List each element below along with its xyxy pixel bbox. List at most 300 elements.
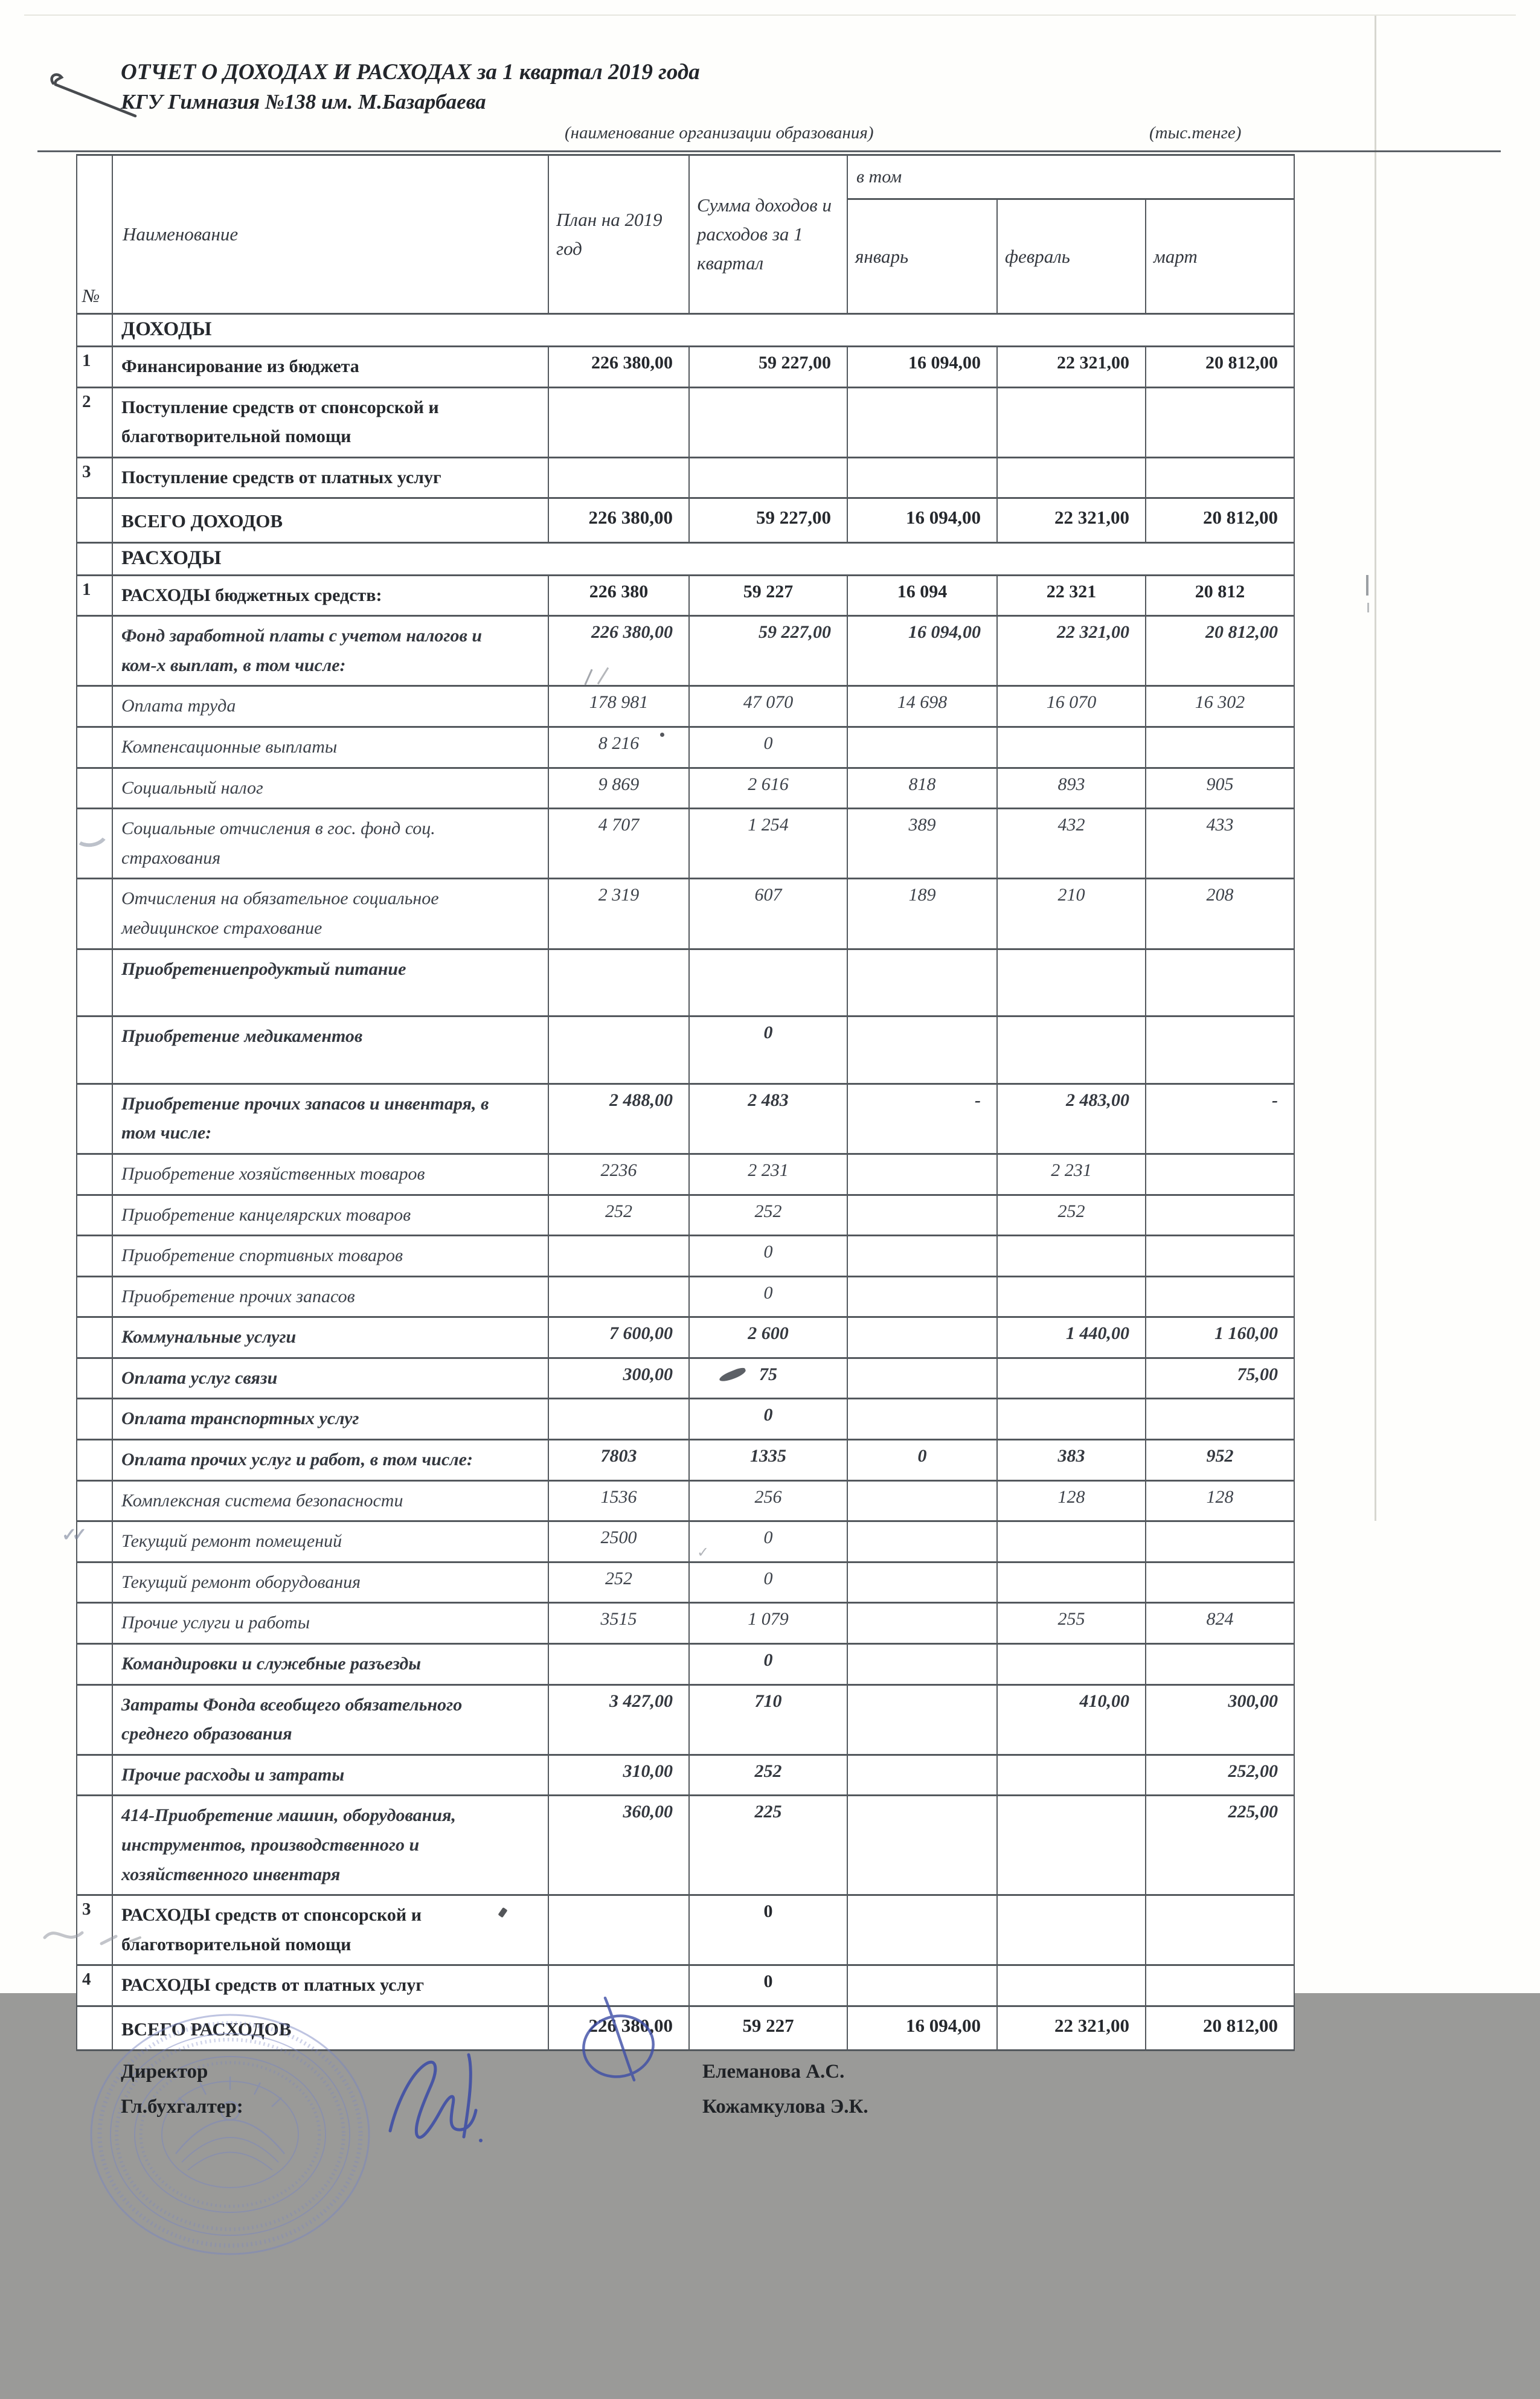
- value-cell: 225,00: [1146, 1796, 1294, 1895]
- director-label: Директор: [121, 2061, 208, 2083]
- value-cell: 226 380: [548, 575, 689, 616]
- value-cell: 20 812: [1146, 575, 1294, 616]
- row-number-cell: [77, 1084, 112, 1154]
- value-cell: 20 812,00: [1146, 616, 1294, 686]
- value-cell: 47 070: [689, 686, 847, 727]
- units-caption: (тыс.тенге): [1149, 123, 1242, 143]
- header-row-1: [77, 155, 1294, 199]
- row-name-cell: Оплата труда: [112, 686, 548, 727]
- row-number-cell: [77, 1195, 112, 1236]
- value-cell: 433: [1146, 809, 1294, 879]
- section-title-cell: РАСХОДЫ: [112, 542, 1294, 575]
- row-name-cell: Оплата транспортных услуг: [112, 1399, 548, 1440]
- value-cell: 2 488,00: [548, 1084, 689, 1154]
- value-cell: 8 216: [548, 727, 689, 768]
- value-cell: 16 094,00: [847, 2006, 997, 2050]
- row-number-cell: 3: [77, 457, 112, 498]
- section-row: [77, 542, 1294, 575]
- value-cell: [689, 457, 847, 498]
- value-cell: 16 094,00: [847, 347, 997, 388]
- row-number-cell: [77, 1755, 112, 1796]
- value-cell: [1146, 1154, 1294, 1195]
- table-row: [77, 1440, 1294, 1481]
- value-cell: [847, 1521, 997, 1562]
- table-row: [77, 1521, 1294, 1562]
- header-in-tom: в том: [847, 155, 1294, 199]
- value-cell: 2 483: [689, 1084, 847, 1154]
- value-cell: 75,00: [1146, 1358, 1294, 1399]
- table-row: [77, 1965, 1294, 2006]
- value-cell: 255: [997, 1603, 1146, 1644]
- row-number-cell: 3: [77, 1895, 112, 1965]
- table-row: [77, 616, 1294, 686]
- value-cell: [1146, 1521, 1294, 1562]
- value-cell: 607: [689, 879, 847, 949]
- value-cell: [847, 1684, 997, 1755]
- value-cell: [689, 949, 847, 1016]
- value-cell: 4 707: [548, 809, 689, 879]
- header-month-february: февраль: [997, 199, 1146, 314]
- value-cell: [1146, 1895, 1294, 1965]
- footer-block: [76, 2061, 1344, 2399]
- value-cell: [997, 457, 1146, 498]
- value-cell: [847, 1016, 997, 1084]
- table-row: [77, 347, 1294, 388]
- value-cell: 20 812,00: [1146, 498, 1294, 542]
- value-cell: [847, 387, 997, 457]
- value-cell: [997, 727, 1146, 768]
- row-name-cell: Отчисления на обязательное социальное медицинское страхование: [112, 879, 548, 949]
- value-cell: 1 254: [689, 809, 847, 879]
- value-cell: 16 070: [997, 686, 1146, 727]
- row-name-cell: Оплата услуг связи: [112, 1358, 548, 1399]
- value-cell: 0: [689, 1965, 847, 2006]
- value-cell: 189: [847, 879, 997, 949]
- row-name-cell: Приобретение хозяйственных товаров: [112, 1154, 548, 1195]
- row-name-cell: Социальные отчисления в гос. фонд соц. страхования: [112, 809, 548, 879]
- table-row: [77, 1895, 1294, 1965]
- value-cell: 824: [1146, 1603, 1294, 1644]
- value-cell: [997, 1965, 1146, 2006]
- value-cell: [847, 1399, 997, 1440]
- value-cell: [847, 1796, 997, 1895]
- value-cell: [847, 1965, 997, 2006]
- value-cell: [548, 1965, 689, 2006]
- value-cell: 20 812,00: [1146, 347, 1294, 388]
- value-cell: [1146, 1276, 1294, 1317]
- table-row: [77, 768, 1294, 809]
- value-cell: [548, 387, 689, 457]
- value-cell: [847, 1480, 997, 1521]
- table-row: [77, 1016, 1294, 1084]
- value-cell: [1146, 1562, 1294, 1603]
- table-row: [77, 1644, 1294, 1685]
- value-cell: 1335: [689, 1440, 847, 1481]
- value-cell: 0: [689, 1562, 847, 1603]
- value-cell: 16 302: [1146, 686, 1294, 727]
- value-cell: 178 981: [548, 686, 689, 727]
- value-cell: [997, 1236, 1146, 1277]
- value-cell: [847, 1644, 997, 1685]
- row-number-cell: [77, 1684, 112, 1755]
- row-number-cell: [77, 1796, 112, 1895]
- value-cell: 252,00: [1146, 1755, 1294, 1796]
- value-cell: 893: [997, 768, 1146, 809]
- value-cell: 252: [997, 1195, 1146, 1236]
- row-number-cell: [77, 949, 112, 1016]
- value-cell: 22 321,00: [997, 616, 1146, 686]
- row-number-cell: [77, 616, 112, 686]
- value-cell: 300,00: [1146, 1684, 1294, 1755]
- value-cell: 0: [689, 1276, 847, 1317]
- value-cell: [847, 1276, 997, 1317]
- value-cell: [997, 1562, 1146, 1603]
- table-row: [77, 1317, 1294, 1358]
- value-cell: [997, 949, 1146, 1016]
- row-name-cell: Приобретениепродуктый питание: [112, 949, 548, 1016]
- row-name-cell: Оплата прочих услуг и работ, в том числе:: [112, 1440, 548, 1481]
- value-cell: [1146, 727, 1294, 768]
- row-name-cell: Поступление средств от спонсорской и благотворительной помощи: [112, 387, 548, 457]
- header-quarter-sum: Сумма доходов и расходов за 1 квартал: [689, 155, 847, 314]
- row-name-cell: Приобретение прочих запасов: [112, 1276, 548, 1317]
- value-cell: -: [847, 1084, 997, 1154]
- row-name-cell: Прочие расходы и затраты: [112, 1755, 548, 1796]
- row-number-cell: [77, 1317, 112, 1358]
- value-cell: [1146, 1195, 1294, 1236]
- row-number-cell: [77, 686, 112, 727]
- header-num: №: [77, 155, 112, 314]
- value-cell: 0: [689, 1236, 847, 1277]
- row-number-cell: [77, 1440, 112, 1481]
- row-name-cell: Текущий ремонт оборудования: [112, 1562, 548, 1603]
- value-cell: 7 600,00: [548, 1317, 689, 1358]
- value-cell: [847, 457, 997, 498]
- table-row: [77, 949, 1294, 1016]
- value-cell: 208: [1146, 879, 1294, 949]
- value-cell: [548, 457, 689, 498]
- value-cell: 3515: [548, 1603, 689, 1644]
- table-row: [77, 1276, 1294, 1317]
- value-cell: [548, 1276, 689, 1317]
- value-cell: 0: [689, 1399, 847, 1440]
- value-cell: [847, 1195, 997, 1236]
- header-month-january: январь: [847, 199, 997, 314]
- row-number-cell: 1: [77, 347, 112, 388]
- value-cell: [1146, 1965, 1294, 2006]
- row-number-cell: [77, 314, 112, 347]
- value-cell: [847, 727, 997, 768]
- value-cell: [847, 949, 997, 1016]
- value-cell: 9 869: [548, 768, 689, 809]
- table-row: [77, 1154, 1294, 1195]
- value-cell: 0: [689, 1895, 847, 1965]
- scan-page-edge-line: [1375, 16, 1376, 1521]
- value-cell: 818: [847, 768, 997, 809]
- value-cell: 389: [847, 809, 997, 879]
- value-cell: 226 380,00: [548, 347, 689, 388]
- value-cell: 432: [997, 809, 1146, 879]
- table-row: [77, 1084, 1294, 1154]
- organization-caption: (наименование организации образования): [565, 123, 874, 143]
- value-cell: [548, 1236, 689, 1277]
- income-expense-table: [76, 154, 1295, 2051]
- value-cell: [997, 1796, 1146, 1895]
- value-cell: [847, 1755, 997, 1796]
- value-cell: 252: [548, 1195, 689, 1236]
- value-cell: [997, 387, 1146, 457]
- row-name-cell: Приобретение канцелярских товаров: [112, 1195, 548, 1236]
- accountant-name: Кожамкулова Э.К.: [702, 2096, 868, 2118]
- value-cell: [1146, 949, 1294, 1016]
- table-row: [77, 457, 1294, 498]
- value-cell: 16 094,00: [847, 616, 997, 686]
- value-cell: [997, 1276, 1146, 1317]
- row-number-cell: [77, 1644, 112, 1685]
- row-number-cell: [77, 1399, 112, 1440]
- row-number-cell: [77, 2006, 112, 2050]
- value-cell: 1 160,00: [1146, 1317, 1294, 1358]
- value-cell: ✓ 0: [689, 1521, 847, 1562]
- value-cell: 59 227,00: [689, 498, 847, 542]
- row-name-cell: Приобретение спортивных товаров: [112, 1236, 548, 1277]
- value-cell: 59 227,00: [689, 347, 847, 388]
- value-cell: [1146, 457, 1294, 498]
- value-cell: 1 440,00: [997, 1317, 1146, 1358]
- value-cell: 410,00: [997, 1684, 1146, 1755]
- row-name-cell: Финансирование из бюджета: [112, 347, 548, 388]
- value-cell: 2236: [548, 1154, 689, 1195]
- report-title: ОТЧЕТ О ДОХОДАХ И РАСХОДАХ за 1 квартал 2019 года: [121, 60, 700, 85]
- value-cell: [548, 1895, 689, 1965]
- value-cell: [847, 1358, 997, 1399]
- row-name-cell: Текущий ремонт помещений: [112, 1521, 548, 1562]
- title-block: [121, 58, 700, 118]
- value-cell: 2 231: [689, 1154, 847, 1195]
- report-table-body: [77, 314, 1294, 2051]
- row-name-cell: Прочие услуги и работы: [112, 1603, 548, 1644]
- row-name-cell: Комплексная система безопасности: [112, 1480, 548, 1521]
- row-number-cell: [77, 542, 112, 575]
- table-row: [77, 1195, 1294, 1236]
- row-name-cell: Затраты Фонда всеобщего обязательного среднего образования: [112, 1684, 548, 1755]
- value-cell: 59 227,00: [689, 616, 847, 686]
- row-number-cell: [77, 1016, 112, 1084]
- row-name-cell: Приобретение прочих запасов и инвентаря, в том числе:: [112, 1084, 548, 1154]
- value-cell: [1146, 1399, 1294, 1440]
- value-cell: 2 600: [689, 1317, 847, 1358]
- row-number-cell: [77, 1358, 112, 1399]
- row-name-cell: РАСХОДЫ бюджетных средств:: [112, 575, 548, 616]
- value-cell: [548, 1399, 689, 1440]
- table-row: [77, 387, 1294, 457]
- value-cell: [997, 1016, 1146, 1084]
- value-cell: 128: [1146, 1480, 1294, 1521]
- value-cell: [847, 1236, 997, 1277]
- value-cell: [847, 1154, 997, 1195]
- scan-edge-dash: [1367, 603, 1369, 612]
- value-cell: 59 227: [689, 575, 847, 616]
- row-number-cell: 1: [77, 575, 112, 616]
- value-cell: 210: [997, 879, 1146, 949]
- value-cell: [548, 1016, 689, 1084]
- value-cell: [997, 1895, 1146, 1965]
- value-cell: 22 321,00: [997, 347, 1146, 388]
- row-name-cell: РАСХОДЫ средств от платных услуг: [112, 1965, 548, 2006]
- value-cell: 2 231: [997, 1154, 1146, 1195]
- row-number-cell: 2: [77, 387, 112, 457]
- section-row: [77, 314, 1294, 347]
- row-name-cell: Коммунальные услуги: [112, 1317, 548, 1358]
- table-row: [77, 809, 1294, 879]
- table-row: [77, 1358, 1294, 1399]
- value-cell: 0: [689, 1016, 847, 1084]
- row-name-cell: Фонд заработной платы с учетом налогов и ком-х выплат, в том числе:: [112, 616, 548, 686]
- value-cell: [1146, 1016, 1294, 1084]
- row-number-cell: [77, 1480, 112, 1521]
- row-number-cell: 4: [77, 1965, 112, 2006]
- value-cell: 16 094,00: [847, 498, 997, 542]
- row-name-cell: ВСЕГО ДОХОДОВ: [112, 498, 548, 542]
- accountant-label: Гл.бухгалтер:: [121, 2096, 243, 2118]
- value-cell: -: [1146, 1084, 1294, 1154]
- header-plan: План на 2019 год: [548, 155, 689, 314]
- value-cell: [1146, 387, 1294, 457]
- value-cell: [847, 1317, 997, 1358]
- row-name-cell: 414-Приобретение машин, оборудования, инструментов, производственного и хозяйственного инвентаря: [112, 1796, 548, 1895]
- value-cell: 20 812,00: [1146, 2006, 1294, 2050]
- row-name-cell: Компенсационные выплаты: [112, 727, 548, 768]
- table-row: [77, 686, 1294, 727]
- scan-top-edge: [24, 14, 1516, 16]
- value-cell: 59 227: [689, 2006, 847, 2050]
- value-cell: 16 094: [847, 575, 997, 616]
- table-row: [77, 1684, 1294, 1755]
- value-cell: [548, 949, 689, 1016]
- value-cell: 300,00: [548, 1358, 689, 1399]
- table-wrap: [76, 154, 1344, 2399]
- value-cell: [548, 1644, 689, 1685]
- value-cell: 7803: [548, 1440, 689, 1481]
- table-row: [77, 1796, 1294, 1895]
- value-cell: [847, 1603, 997, 1644]
- table-row: [77, 1480, 1294, 1521]
- value-cell: 75: [689, 1358, 847, 1399]
- value-cell: 0: [689, 1644, 847, 1685]
- value-cell: 310,00: [548, 1755, 689, 1796]
- value-cell: 22 321: [997, 575, 1146, 616]
- organization-name: КГУ Гимназия №138 им. М.Базарбаева: [121, 90, 486, 114]
- value-cell: [997, 1358, 1146, 1399]
- horizontal-rule: [37, 150, 1501, 152]
- value-cell: 226 380,00: [548, 498, 689, 542]
- section-title-cell: ДОХОДЫ: [112, 314, 1294, 347]
- value-cell: 2 319: [548, 879, 689, 949]
- value-cell: 252: [689, 1755, 847, 1796]
- table-row: [77, 879, 1294, 949]
- value-cell: 225: [689, 1796, 847, 1895]
- director-line: [76, 2061, 1344, 2096]
- value-cell: 22 321,00: [997, 2006, 1146, 2050]
- table-row: [77, 1603, 1294, 1644]
- value-cell: [997, 1399, 1146, 1440]
- value-cell: [997, 1521, 1146, 1562]
- value-cell: 0: [689, 727, 847, 768]
- value-cell: 226 380,00: [548, 616, 689, 686]
- value-cell: 710: [689, 1684, 847, 1755]
- value-cell: 256: [689, 1480, 847, 1521]
- row-number-cell: [77, 879, 112, 949]
- value-cell: [847, 1895, 997, 1965]
- value-cell: 3 427,00: [548, 1684, 689, 1755]
- director-name: Елеманова А.С.: [702, 2061, 845, 2083]
- value-cell: 360,00: [548, 1796, 689, 1895]
- row-number-cell: [77, 1276, 112, 1317]
- value-cell: 2 483,00: [997, 1084, 1146, 1154]
- value-cell: 383: [997, 1440, 1146, 1481]
- value-cell: 905: [1146, 768, 1294, 809]
- table-row: [77, 575, 1294, 616]
- value-cell: 14 698: [847, 686, 997, 727]
- value-cell: 2500: [548, 1521, 689, 1562]
- header-name: Наименование: [112, 155, 548, 314]
- value-cell: 952: [1146, 1440, 1294, 1481]
- table-row: [77, 1755, 1294, 1796]
- table-row: [77, 1562, 1294, 1603]
- row-name-cell: Приобретение медикаментов: [112, 1016, 548, 1084]
- value-cell: 226 380,00: [548, 2006, 689, 2050]
- value-cell: 1 079: [689, 1603, 847, 1644]
- table-row: [77, 498, 1294, 542]
- row-number-cell: [77, 1562, 112, 1603]
- value-cell: 252: [689, 1195, 847, 1236]
- value-cell: 128: [997, 1480, 1146, 1521]
- row-number-cell: [77, 727, 112, 768]
- table-row: [77, 727, 1294, 768]
- value-cell: 1536: [548, 1480, 689, 1521]
- value-cell: [1146, 1236, 1294, 1277]
- row-number-cell: [77, 809, 112, 879]
- header-month-march: март: [1146, 199, 1294, 314]
- value-cell: 252: [548, 1562, 689, 1603]
- row-name-cell: Поступление средств от платных услуг: [112, 457, 548, 498]
- value-cell: [997, 1644, 1146, 1685]
- value-cell: 2 616: [689, 768, 847, 809]
- value-cell: [847, 1562, 997, 1603]
- row-name-cell: ВСЕГО РАСХОДОВ: [112, 2006, 548, 2050]
- value-cell: 22 321,00: [997, 498, 1146, 542]
- row-number-cell: [77, 1154, 112, 1195]
- accountant-line: [76, 2096, 1344, 2131]
- scan-edge-dash: [1366, 575, 1368, 596]
- value-cell: [1146, 1644, 1294, 1685]
- value-cell: [689, 387, 847, 457]
- table-row: [77, 1236, 1294, 1277]
- row-number-cell: [77, 1521, 112, 1562]
- table-row: [77, 2006, 1294, 2050]
- row-name-cell: Социальный налог: [112, 768, 548, 809]
- table-row: [77, 1399, 1294, 1440]
- row-number-cell: [77, 1603, 112, 1644]
- value-cell: 0: [847, 1440, 997, 1481]
- row-number-cell: [77, 1236, 112, 1277]
- row-name-cell: Командировки и служебные разъезды: [112, 1644, 548, 1685]
- value-cell: [997, 1755, 1146, 1796]
- row-number-cell: [77, 498, 112, 542]
- row-number-cell: [77, 768, 112, 809]
- row-name-cell: РАСХОДЫ средств от спонсорской и благотворительной помощи: [112, 1895, 548, 1965]
- table-header: [77, 155, 1294, 314]
